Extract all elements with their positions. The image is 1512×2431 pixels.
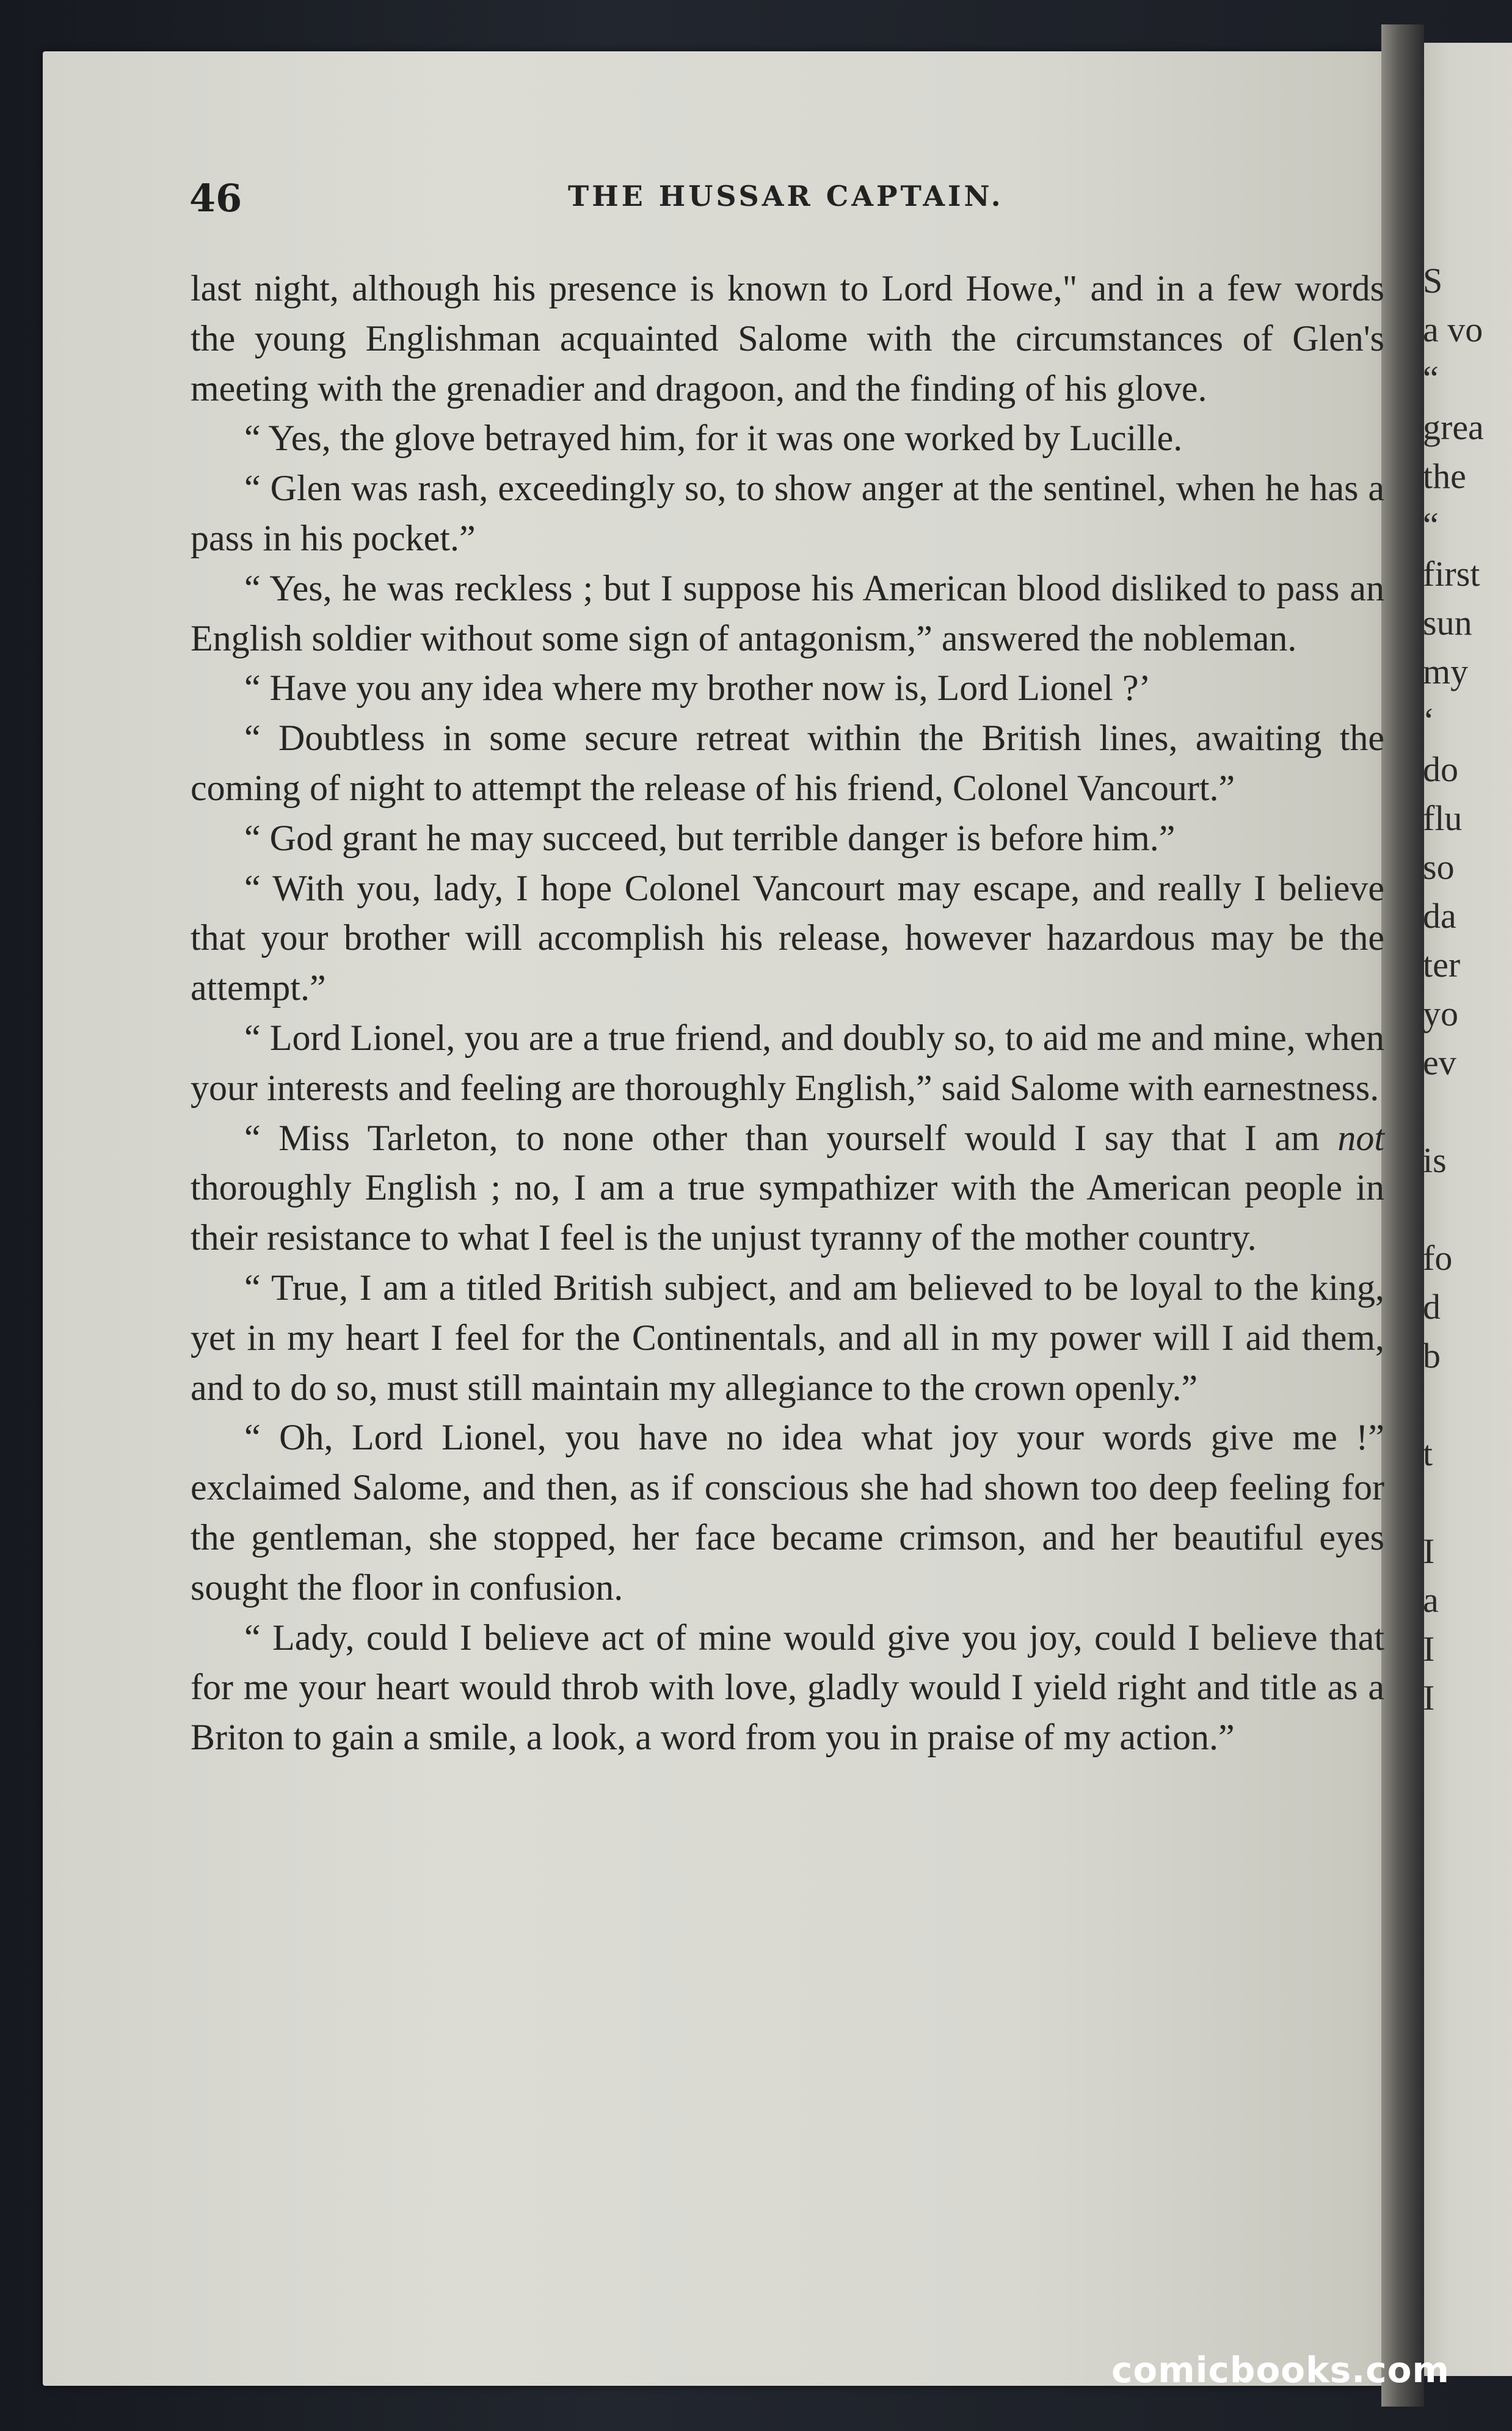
paragraph: “ True, I am a titled British subject, and am believed to be loyal to the king, yet in my heart I feel for the Continentals, and all in my power will I aid them, and to do so, must still maintain my allegiance to the crown openly.”: [191, 1267, 1384, 1408]
facing-page-fragment: I: [1423, 1629, 1435, 1669]
facing-page-fragment: “: [1423, 505, 1439, 545]
facing-page-fragment: [1423, 1087, 1512, 1136]
facing-page-fragment: S: [1423, 261, 1443, 301]
facing-page-fragment: so: [1423, 847, 1455, 887]
facing-page-fragment: is: [1423, 1140, 1447, 1180]
facing-page-fragment: first: [1423, 554, 1480, 594]
facing-page-fragment: sun: [1423, 603, 1472, 643]
facing-page-fragment: grea: [1423, 407, 1484, 447]
facing-page-text: [1423, 257, 1512, 1722]
paragraph: “ Yes, the glove betrayed him, for it was one worked by Lucille.: [244, 418, 1183, 459]
facing-page-fragment: I: [1423, 1531, 1435, 1571]
paragraph: “ Have you any idea where my brother now is, Lord Lionel ?’: [244, 668, 1151, 709]
facing-page-fragment: my: [1423, 652, 1469, 691]
facing-page-fragment: t: [1423, 1434, 1433, 1473]
running-title: THE HUSSAR CAPTAIN.: [568, 180, 1004, 213]
paragraph: “ Lord Lionel, you are a true friend, and doubly so, to aid me and mine, when your interests and feeling are thoroughly English,” said Salome with earnestness.: [191, 1017, 1384, 1108]
facing-page-fragment: I: [1423, 1678, 1435, 1718]
facing-page-fragment: [1423, 1380, 1512, 1429]
facing-page-fragment: a vo: [1423, 310, 1483, 349]
facing-page-fragment: fo: [1423, 1238, 1453, 1278]
facing-page-fragment: [1423, 1478, 1512, 1527]
facing-page-fragment: ‘: [1423, 701, 1435, 740]
paragraph: “ Lady, could I believe act of mine would give you joy, could I believe that for me your heart would throb with love, gladly would I yield right and title as a Briton to gain a smile, a look, a word from you in praise of my action.”: [191, 1617, 1384, 1758]
facing-page-fragment: “: [1423, 359, 1439, 398]
facing-page-fragment: ter: [1423, 945, 1461, 985]
facing-page-fragment: the: [1423, 456, 1466, 496]
facing-page-fragment: ev: [1423, 1043, 1456, 1082]
body-text: [191, 264, 1384, 1763]
page-number: 46: [189, 176, 242, 221]
paragraph: “ Yes, he was reckless ; but I suppose his American blood disliked to pass an English soldier without some sign of antagonism,” answered the nobleman.: [191, 567, 1384, 658]
paragraph: “ Oh, Lord Lionel, you have no idea what joy your words give me !” exclaimed Salome, and then, as if conscious she had shown too deep feeling for the gentleman, she stopped, her face became crimson, and her beautiful eyes sought the floor in confusion.: [191, 1417, 1384, 1608]
book-gutter: [1381, 24, 1424, 2407]
facing-page-fragment: d: [1423, 1287, 1441, 1327]
paragraph: “ With you, lady, I hope Colonel Vancourt may escape, and really I believe that your brother will accomplish his release, however hazardous may be the attempt.”: [191, 867, 1384, 1008]
facing-page-fragment: a: [1423, 1580, 1439, 1620]
facing-page-fragment: do: [1423, 749, 1458, 789]
paragraph: “ Miss Tarleton, to none other than yourself would I say that I am not thoroughly English ; no, I am a true sympathizer with the American people in their resistance to what I feel is the unjust tyranny of the mother country.: [191, 1117, 1384, 1258]
paragraph: “ God grant he may succeed, but terrible danger is before him.”: [244, 817, 1176, 858]
watermark: comicbooks.com: [1111, 2349, 1450, 2391]
facing-page-fragment: b: [1423, 1336, 1441, 1376]
paragraph: last night, although his presence is known to Lord Howe," and in a few words the young Englishman acquainted Salome with the circumstances of Glen's meeting with the grenadier and dragoon, and the finding of his glove.: [191, 268, 1384, 409]
facing-page-fragment: da: [1423, 896, 1456, 936]
facing-page-fragment: flu: [1423, 798, 1463, 838]
facing-page-fragment: yo: [1423, 994, 1458, 1033]
paragraph: “ Doubtless in some secure retreat within the British lines, awaiting the coming of night to attempt the release of his friend, Colonel Vancourt.”: [191, 718, 1384, 808]
page-header: [189, 176, 1441, 231]
facing-page-fragment: [1423, 1185, 1512, 1234]
paragraph: “ Glen was rash, exceedingly so, to show anger at the sentinel, when he has a pass in his pocket.”: [191, 468, 1384, 558]
